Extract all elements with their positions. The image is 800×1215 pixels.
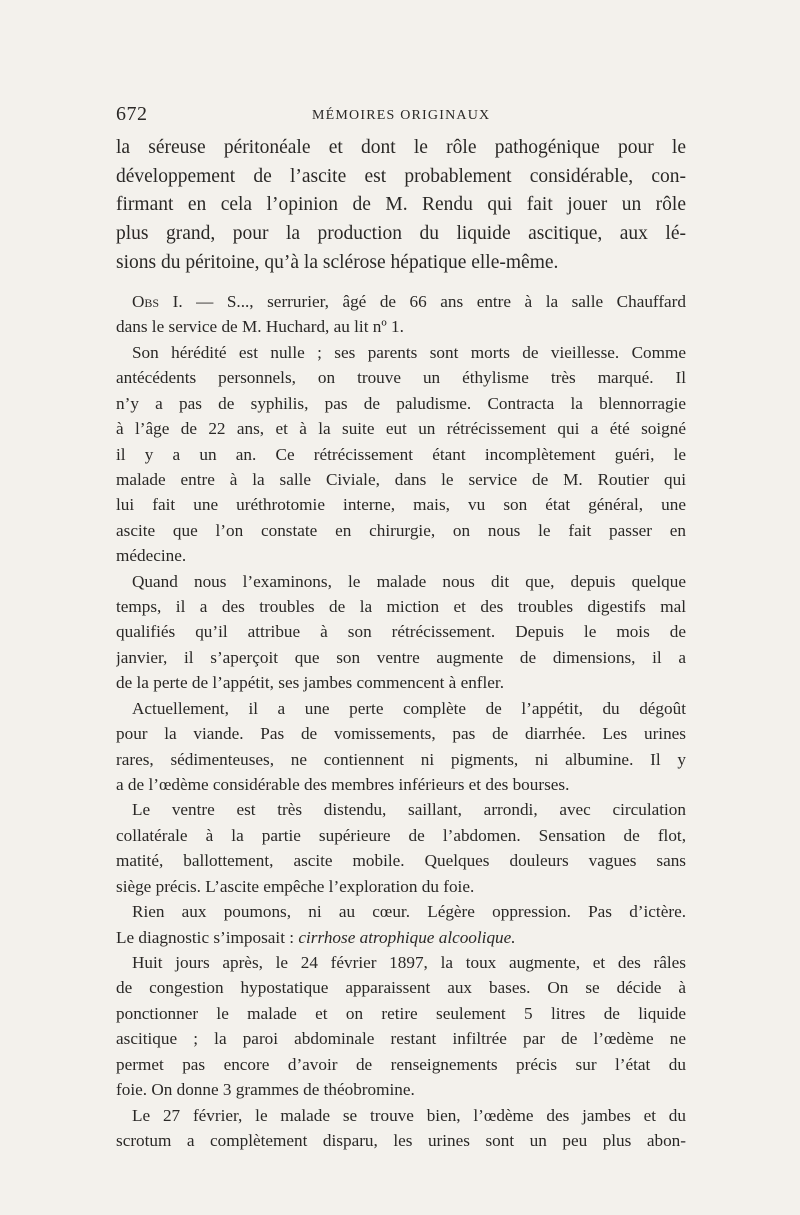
diagnosis-italic: cirrhose atrophique alcoolique. bbox=[298, 927, 516, 947]
text-line: permet pas encore d’avoir de renseignements précis sur l’état du bbox=[116, 1054, 686, 1074]
text-line: ponctionner le malade et on retire seulement 5 litres de liquide bbox=[116, 1003, 686, 1023]
text-line: de congestion hypostatique apparaissent aux bases. On se décide à bbox=[116, 978, 686, 998]
text-line: la séreuse péritonéale et dont le rôle pathogénique pour le bbox=[116, 137, 686, 158]
text-line: foie. On donne 3 grammes de théobromine. bbox=[116, 1080, 415, 1100]
text-line: rares, sédimenteuses, ne contiennent ni pigments, ni albumine. Il y bbox=[116, 749, 686, 769]
text-line: antécédents personnels, on trouve un éthylisme très marqué. Il bbox=[116, 368, 686, 388]
text-line: janvier, il s’aperçoit que son ventre augmente de dimensions, il a bbox=[116, 647, 686, 667]
text-line: ascitique ; la paroi abdominale restant infiltrée par de l’œdème ne bbox=[116, 1029, 686, 1049]
intro-paragraph bbox=[116, 134, 686, 277]
text-line: scrotum a complètement disparu, les urines sont un peu plus abon- bbox=[116, 1130, 686, 1150]
text-line: Le ventre est très distendu, saillant, arrondi, avec circulation bbox=[132, 800, 686, 820]
observation-section bbox=[116, 289, 686, 1153]
text-line: firmant en cela l’opinion de M. Rendu qui fait jouer un rôle bbox=[116, 194, 686, 216]
running-header bbox=[116, 103, 686, 129]
text-line: siège précis. L’ascite empêche l’exploration du foie. bbox=[116, 876, 475, 896]
diagnosis-prefix: Le diagnostic s’imposait : bbox=[116, 927, 299, 947]
text-line: temps, il a des troubles de la miction et des troubles digestifs mal bbox=[116, 597, 686, 617]
text-line: Quand nous l’examinons, le malade nous dit que, depuis quelque bbox=[132, 571, 686, 591]
text-line: Rien aux poumons, ni au cœur. Légère oppression. Pas d’ictère. bbox=[132, 902, 686, 922]
observation-label: Obs I. bbox=[132, 292, 183, 311]
text-line: il y a un an. Ce rétrécissement étant incomplètement guéri, le bbox=[116, 444, 686, 464]
text-line: plus grand, pour la production du liquide ascitique, aux lé- bbox=[116, 223, 686, 245]
text-line: Le 27 février, le malade se trouve bien, l’œdème des jambes et du bbox=[132, 1105, 686, 1125]
page-number: 672 bbox=[116, 103, 148, 125]
text-line: pour la viande. Pas de vomissements, pas de diarrhée. Les urines bbox=[116, 724, 686, 744]
text-line: n’y a pas de syphilis, pas de paludisme. Contracta la blennorragie bbox=[116, 393, 686, 413]
text-line: de la perte de l’appétit, ses jambes commencent à enfler. bbox=[116, 673, 504, 693]
running-title: MÉMOIRES ORIGINAUX bbox=[312, 108, 491, 123]
text-line: développement de l’ascite est probablement considérable, con- bbox=[116, 165, 686, 187]
text-line: Huit jours après, le 24 février 1897, la toux augmente, et des râles bbox=[132, 952, 686, 972]
text-line: Son hérédité est nulle ; ses parents sont morts de vieillesse. Comme bbox=[132, 342, 686, 362]
text-line: sions du péritoine, qu’à la sclérose hépatique elle-même. bbox=[116, 251, 559, 273]
text-line: dans le service de M. Huchard, au lit nº 1. bbox=[116, 317, 404, 337]
text-line: ascite que l’on constate en chirurgie, on nous le fait passer en bbox=[116, 520, 686, 540]
text-line: a de l’œdème considérable des membres inférieurs et des bourses. bbox=[116, 775, 570, 795]
observation-intro: — S..., serrurier, âgé de 66 ans entre à la salle Chauffard bbox=[182, 292, 686, 311]
text-line: collatérale à la partie supérieure de l’abdomen. Sensation de flot, bbox=[116, 825, 686, 845]
diagnosis-line bbox=[116, 925, 686, 950]
text-line: Actuellement, il a une perte complète de l’appétit, du dégoût bbox=[132, 698, 686, 718]
text-line: qualifiés qu’il attribue à son rétrécissement. Depuis le mois de bbox=[116, 622, 686, 642]
text-line: médecine. bbox=[116, 546, 187, 566]
text-line: malade entre à la salle Civiale, dans le service de M. Routier qui bbox=[116, 469, 686, 489]
text-line: à l’âge de 22 ans, et à la suite eut un rétrécissement qui a été soigné bbox=[116, 419, 686, 439]
text-line: matité, ballottement, ascite mobile. Quelques douleurs vagues sans bbox=[116, 851, 686, 871]
text-line: lui fait une uréthrotomie interne, mais, vu son état général, une bbox=[116, 495, 686, 515]
observation-heading-line bbox=[116, 289, 686, 314]
